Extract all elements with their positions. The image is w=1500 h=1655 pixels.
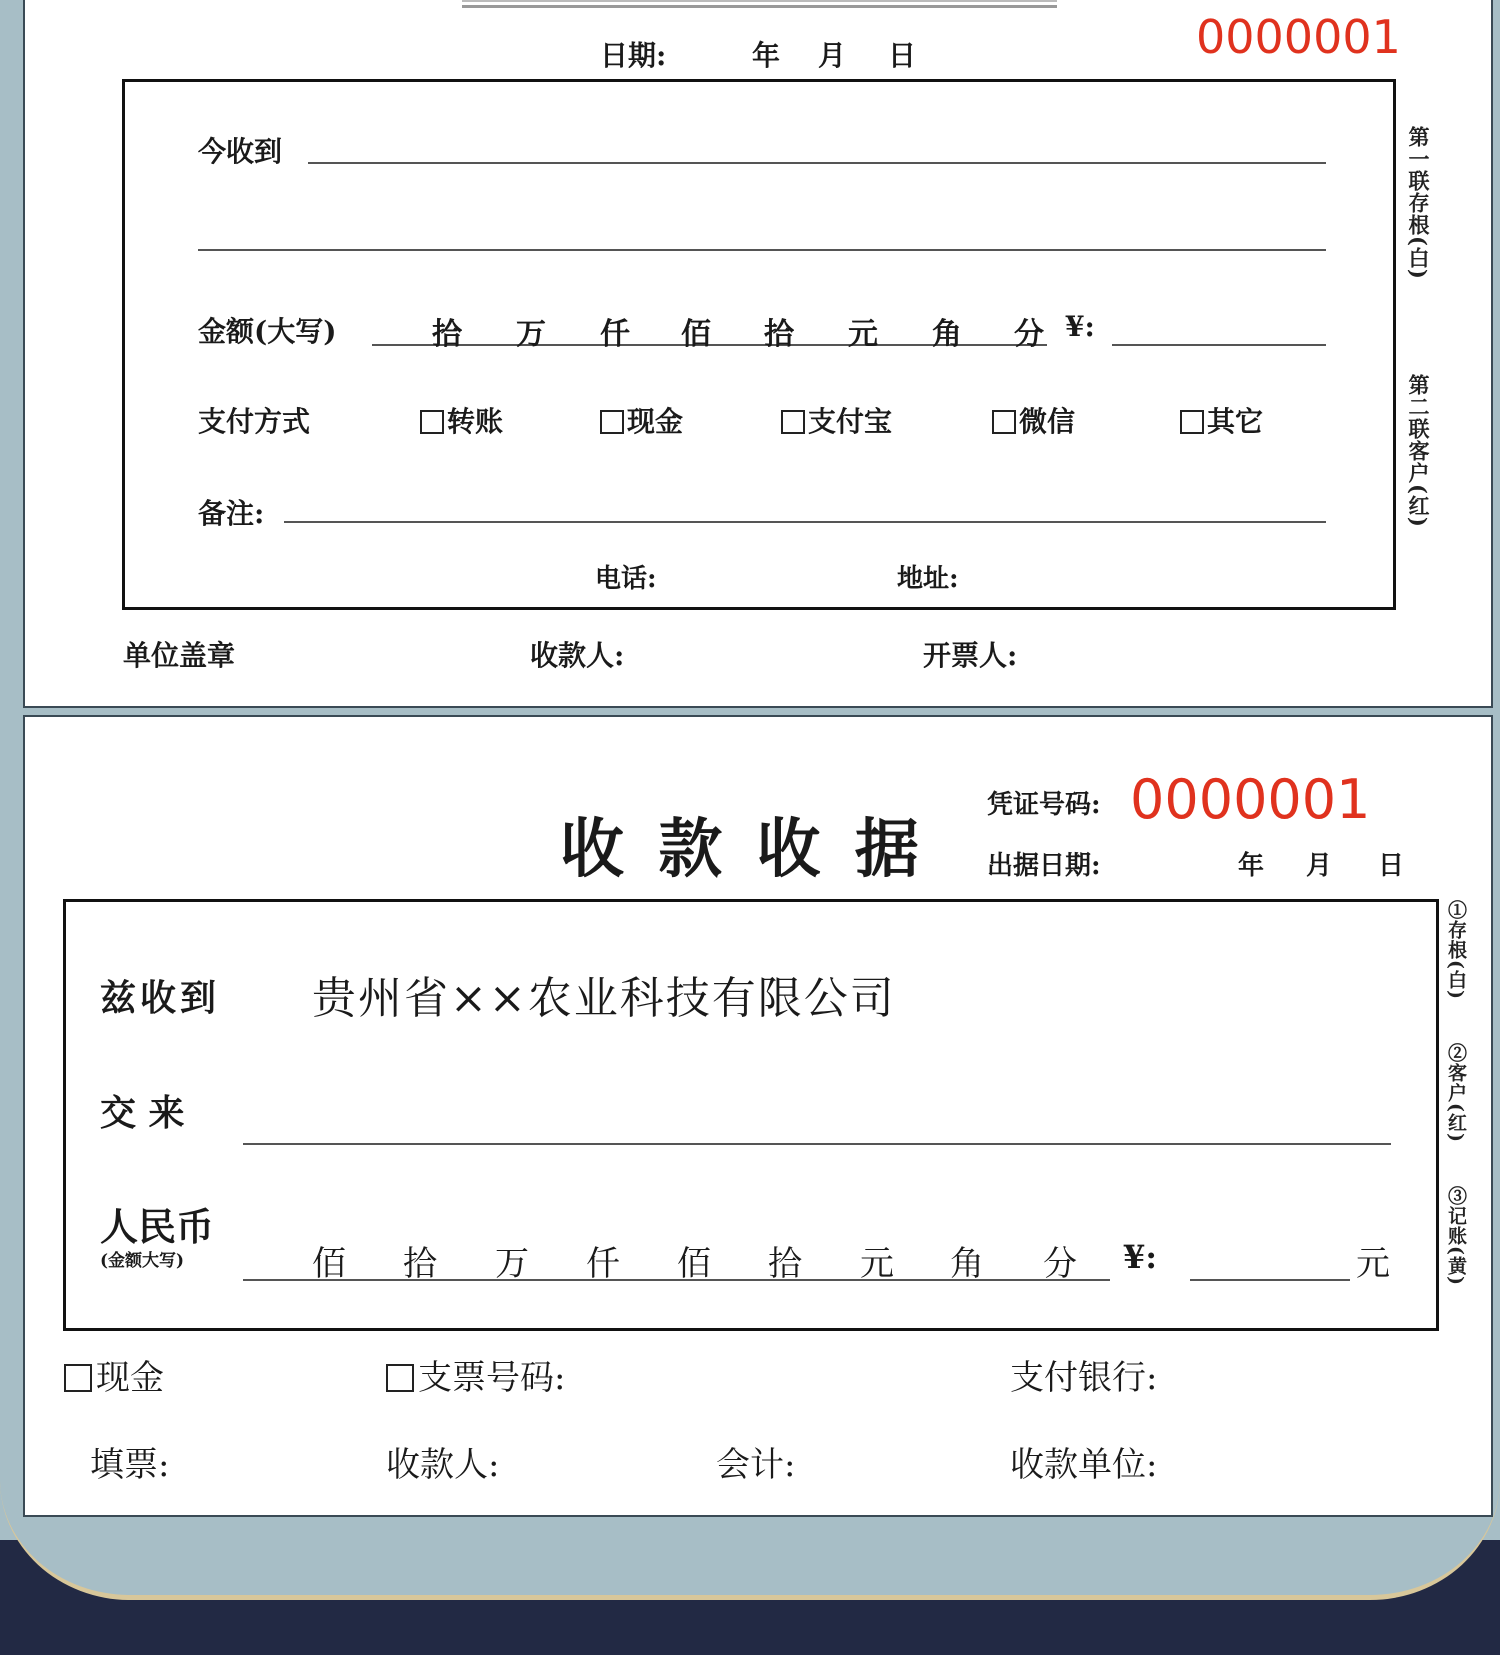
top-unit: 佰 (681, 317, 711, 352)
top-side-copy-1: 第一联存根(白) (1406, 126, 1431, 280)
bottom-unit: 佰 (677, 1244, 711, 1284)
payment-option-label: 其它 (1207, 405, 1264, 438)
filler-label: 填票: (90, 1445, 170, 1485)
top-date-day: 日 (888, 39, 917, 72)
payee-unit-label: 收款单位: (1010, 1445, 1158, 1485)
top-header-rule (462, 0, 1057, 8)
top-payment-label: 支付方式 (198, 405, 311, 438)
receipt-title: 收 款 收 据 (560, 813, 925, 887)
issue-date-year: 年 (1238, 851, 1265, 881)
cash-option[interactable] (64, 1350, 164, 1399)
top-phone-label: 电话: (595, 564, 657, 594)
top-date-year: 年 (752, 39, 781, 72)
payment-option-wechat[interactable] (992, 400, 1075, 440)
paid-by-label: 交 来 (100, 1092, 185, 1134)
issue-date-month: 月 (1306, 851, 1333, 881)
top-date-month: 月 (818, 39, 847, 72)
received-label: 兹收到 (100, 977, 221, 1019)
bottom-serial-number: 0000001 (1130, 768, 1371, 831)
top-payee-label: 收款人: (530, 639, 625, 672)
top-yen-label: ¥: (1065, 310, 1095, 343)
bottom-unit: 分 (1043, 1244, 1077, 1284)
bottom-yen-label: ¥: (1123, 1238, 1158, 1276)
payment-option-label: 转账 (447, 405, 504, 438)
top-address-label: 地址: (897, 564, 959, 594)
bottom-yen-line (1190, 1279, 1350, 1281)
checkbox-icon (992, 410, 1016, 434)
bottom-unit: 万 (495, 1244, 529, 1284)
payment-option-label: 微信 (1019, 405, 1076, 438)
checkbox-icon (1180, 410, 1204, 434)
bottom-unit: 仟 (586, 1244, 620, 1284)
top-unit: 拾 (764, 317, 794, 352)
paid-by-line (243, 1143, 1391, 1145)
accountant-label: 会计: (716, 1445, 796, 1485)
yuan-label: 元 (1356, 1244, 1390, 1284)
top-stamp-label: 单位盖章 (123, 639, 236, 672)
top-amount-label: 金额(大写) (198, 315, 337, 348)
rmb-sub-label: (金额大写) (100, 1251, 185, 1271)
issue-date-label: 出据日期: (987, 851, 1101, 881)
top-received-label: 今收到 (198, 135, 283, 168)
issue-date-day: 日 (1378, 851, 1405, 881)
bottom-unit: 元 (860, 1244, 894, 1284)
top-unit: 元 (848, 317, 878, 352)
bottom-unit: 拾 (768, 1244, 802, 1284)
payment-option-cash[interactable] (600, 400, 683, 440)
top-unit: 万 (516, 317, 546, 352)
rmb-label: 人民币 (100, 1204, 215, 1249)
checkbox-icon (420, 410, 444, 434)
bottom-unit: 佰 (312, 1244, 346, 1284)
payment-option-alipay[interactable] (781, 400, 892, 440)
bottom-side-copy-3: ③记账(黄) (1445, 1186, 1467, 1286)
top-unit: 角 (932, 317, 962, 352)
bottom-side-copy-2: ②客户(红) (1445, 1043, 1467, 1143)
top-received-line (308, 162, 1326, 164)
top-yen-line (1112, 344, 1326, 346)
payment-option-label: 支付宝 (808, 405, 893, 438)
top-serial-number: 0000001 (1196, 10, 1401, 64)
bank-label: 支付银行: (1010, 1358, 1158, 1398)
top-unit: 仟 (600, 317, 630, 352)
top-side-copy-2: 第二联客户(红) (1406, 374, 1431, 528)
top-unit: 分 (1014, 317, 1044, 352)
cheque-option[interactable] (386, 1350, 565, 1399)
cash-option-label: 现金 (96, 1358, 164, 1398)
voucher-label: 凭证号码: (987, 790, 1101, 820)
bottom-unit: 拾 (403, 1244, 437, 1284)
checkbox-icon (600, 410, 624, 434)
top-remark-label: 备注: (198, 497, 265, 530)
cheque-option-label: 支票号码: (418, 1358, 566, 1398)
top-remark-line (284, 521, 1326, 523)
payment-option-label: 现金 (627, 405, 684, 438)
checkbox-icon (386, 1364, 414, 1392)
payment-option-other[interactable] (1180, 400, 1263, 440)
checkbox-icon (781, 410, 805, 434)
bottom-unit: 角 (950, 1244, 984, 1284)
top-unit: 拾 (432, 317, 462, 352)
bottom-side-copy-1: ①存根(白) (1445, 900, 1467, 1000)
payment-option-transfer[interactable] (420, 400, 503, 440)
top-date-label: 日期: (600, 39, 667, 72)
checkbox-icon (64, 1364, 92, 1392)
bottom-payee-label: 收款人: (386, 1445, 500, 1485)
top-received-line-2 (198, 249, 1326, 251)
top-issuer-label: 开票人: (923, 639, 1018, 672)
received-company: 贵州省××农业科技有限公司 (312, 973, 896, 1024)
